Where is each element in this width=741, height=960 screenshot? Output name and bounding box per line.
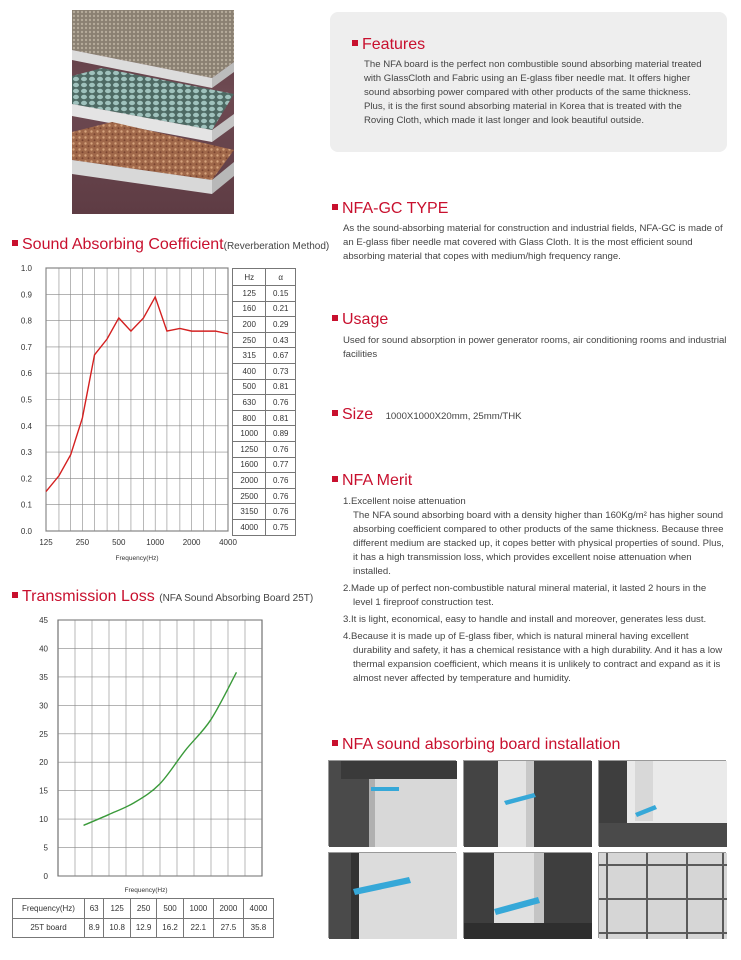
- usage-heading: [332, 311, 388, 329]
- installation-photo-3: [598, 760, 726, 846]
- table-cell: 0.75: [266, 519, 296, 535]
- y-tick-label: 0.5: [20, 395, 32, 405]
- table-row: [233, 473, 296, 489]
- y-tick-label: 0.4: [20, 421, 32, 431]
- x-tick-label: 125: [39, 538, 53, 547]
- installation-photo-2: [463, 760, 591, 846]
- installation-photo-1: [328, 760, 456, 846]
- table-cell: 0.29: [266, 317, 296, 333]
- installation-heading: [332, 736, 620, 754]
- y-tick-label: 0.0: [20, 527, 32, 536]
- sound-absorbing-subtitle: (Reverberation Method): [223, 241, 330, 252]
- table-cell: 0.76: [266, 441, 296, 457]
- table-cell: 4000: [233, 519, 266, 535]
- y-tick-label: 15: [39, 786, 48, 796]
- table-cell: 0.81: [266, 410, 296, 426]
- table-row: [233, 504, 296, 520]
- table-cell: 10.8: [104, 918, 130, 938]
- table-cell: 0.77: [266, 457, 296, 473]
- table-row: [233, 332, 296, 348]
- table-cell: 0.43: [266, 332, 296, 348]
- features-text: The NFA board is the perfect non combustible sound absorbing material treated with GlassCloth and Fabric using an E-glass fiber needle mat. It offers higher sound absorbing power compared with other products of the same thickness. Plus, it is the first sound absorbing material in Korea that is treated with the Roving Cloth, which made it last longer and look beautiful outside.: [364, 59, 702, 126]
- table-cell: 4000: [243, 899, 273, 919]
- table-cell: 0.76: [266, 504, 296, 520]
- table-cell: 2000: [213, 899, 243, 919]
- bullet-square-icon: [352, 40, 358, 46]
- table-cell: 0.76: [266, 488, 296, 504]
- y-tick-label: 0.2: [20, 474, 32, 484]
- table-row: [233, 363, 296, 379]
- table-cell: 1600: [233, 457, 266, 473]
- table-cell: 12.9: [130, 918, 156, 938]
- usage-title: Usage: [342, 311, 389, 328]
- nfa-gc-text: As the sound-absorbing material for construction and industrial fields, NFA-GC is made of an E-glass fiber needle mat covered with Glass Cloth. It is the most efficient sound absorbing material that copes with medium/high frequency range.: [343, 223, 723, 262]
- table-cell: 8.9: [85, 918, 104, 938]
- table-cell: 0.76: [266, 473, 296, 489]
- table-cell: 800: [233, 410, 266, 426]
- table-cell: 250: [130, 899, 156, 919]
- table-cell: 63: [85, 899, 104, 919]
- x-tick-label: 250: [75, 538, 90, 547]
- table-cell: 0.73: [266, 363, 296, 379]
- bullet-square-icon: [332, 204, 338, 210]
- usage-text: Used for sound absorption in power generator rooms, air conditioning rooms and industrial facilities: [343, 335, 727, 360]
- y-tick-label: 5: [43, 843, 48, 853]
- size-text: 1000X1000X20mm, 25mm/THK: [385, 411, 522, 422]
- table-row: [13, 899, 274, 919]
- y-tick-label: 0.7: [20, 342, 32, 352]
- y-tick-label: 30: [39, 701, 48, 711]
- table-row: [233, 488, 296, 504]
- table-row: [233, 519, 296, 535]
- table-cell: 630: [233, 395, 266, 411]
- bullet-square-icon: [332, 740, 338, 746]
- y-tick-label: 0.6: [20, 369, 32, 379]
- table-cell: 1000: [233, 426, 266, 442]
- bullet-square-icon: [12, 592, 18, 598]
- bullet-square-icon: [12, 240, 18, 246]
- y-tick-label: 45: [39, 616, 48, 625]
- table-row-header: Frequency(Hz): [13, 899, 85, 919]
- y-tick-label: 25: [39, 729, 48, 739]
- transmission-heading: [12, 588, 313, 606]
- table-cell: 2500: [233, 488, 266, 504]
- merit-list: [343, 495, 728, 689]
- transmission-loss-chart: [0, 610, 275, 896]
- y-tick-label: 40: [39, 644, 48, 654]
- x-tick-label: 1000: [146, 538, 165, 547]
- merit-item: 1.Excellent noise attenuation: [343, 496, 466, 507]
- table-cell: 400: [233, 363, 266, 379]
- y-tick-label: 0.8: [20, 316, 32, 326]
- installation-photo-4: [328, 852, 456, 938]
- nfa-gc-heading: [332, 200, 448, 218]
- table-cell: 16.2: [157, 918, 183, 938]
- table-cell: 125: [104, 899, 130, 919]
- installation-title: NFA sound absorbing board installation: [342, 736, 621, 753]
- table-cell: 500: [157, 899, 183, 919]
- table-cell: 125: [233, 286, 266, 302]
- merit-heading: [332, 472, 412, 490]
- features-heading: [352, 36, 425, 54]
- sound-absorbing-heading: [12, 236, 329, 254]
- x-tick-label: 500: [112, 538, 126, 547]
- sound-absorbing-title: Sound Absorbing Coefficient: [22, 236, 224, 253]
- transmission-subtitle: (NFA Sound Absorbing Board 25T): [159, 593, 314, 604]
- table-cell: 27.5: [213, 918, 243, 938]
- table-row: [233, 457, 296, 473]
- table-row: [233, 379, 296, 395]
- table-cell: 160: [233, 301, 266, 317]
- y-tick-label: 0.3: [20, 448, 32, 458]
- table-cell: 1250: [233, 441, 266, 457]
- table-row: [233, 286, 296, 302]
- x-axis-label: Frequency(Hz): [124, 887, 168, 894]
- table-row: [233, 317, 296, 333]
- table-cell: 0.21: [266, 301, 296, 317]
- table-row-header: 25T board: [13, 918, 85, 938]
- table-cell: 22.1: [183, 918, 213, 938]
- table-cell: 0.76: [266, 395, 296, 411]
- table-cell: 2000: [233, 473, 266, 489]
- x-tick-label: 4000: [219, 538, 237, 547]
- x-tick-label: 2000: [182, 538, 201, 547]
- y-tick-label: 20: [39, 758, 48, 768]
- size-title: Size: [342, 406, 374, 423]
- table-cell: 35.8: [243, 918, 273, 938]
- table-row: [233, 410, 296, 426]
- table-cell: 0.89: [266, 426, 296, 442]
- bullet-square-icon: [332, 476, 338, 482]
- table-cell: 1000: [183, 899, 213, 919]
- installation-photo-6: [598, 852, 726, 938]
- x-axis-label: Frequency(Hz): [115, 555, 159, 562]
- y-tick-label: 0.1: [20, 500, 32, 510]
- table-cell: 200: [233, 317, 266, 333]
- table-header-cell: Hz: [233, 269, 266, 286]
- merit-title: NFA Merit: [342, 472, 413, 489]
- table-cell: 0.81: [266, 379, 296, 395]
- sound-absorbing-chart: [0, 258, 237, 570]
- merit-item: 2.Made up of perfect non-combustible natural mineral material, it lasted 2 hours in the level 1 fireproof construction test.: [343, 583, 707, 608]
- table-row: [233, 301, 296, 317]
- table-cell: 0.15: [266, 286, 296, 302]
- table-row: [233, 426, 296, 442]
- table-row: [233, 348, 296, 364]
- transmission-table: [12, 898, 274, 938]
- features-title: Features: [362, 36, 426, 53]
- size-heading: [332, 406, 522, 424]
- table-cell: 315: [233, 348, 266, 364]
- bullet-square-icon: [332, 410, 338, 416]
- y-tick-label: 35: [39, 672, 48, 682]
- table-cell: 0.67: [266, 348, 296, 364]
- installation-photo-5: [463, 852, 591, 938]
- y-tick-label: 0: [43, 872, 48, 881]
- bullet-square-icon: [332, 315, 338, 321]
- merit-item: 3.It is light, economical, easy to handle and install and moreover, generates less dust.: [343, 614, 707, 625]
- coefficient-table: [232, 268, 296, 536]
- table-row: [233, 395, 296, 411]
- table-row: [233, 441, 296, 457]
- table-header-row: [233, 269, 296, 286]
- y-tick-label: 1.0: [20, 264, 32, 273]
- table-cell: 3150: [233, 504, 266, 520]
- table-row: [13, 918, 274, 938]
- transmission-title: Transmission Loss: [22, 588, 155, 605]
- table-cell: 250: [233, 332, 266, 348]
- table-header-cell: α: [266, 269, 296, 286]
- nfa-gc-title: NFA-GC TYPE: [342, 200, 449, 217]
- y-tick-label: 10: [39, 815, 48, 825]
- y-tick-label: 0.9: [20, 290, 32, 300]
- merit-item: The NFA sound absorbing board with a density higher than 160Kg/m² has higher sound absorbing coefficient compared to other products of the same thickness. Because three different medium are stacked up, it copes better with physical properties of sound. Plus, it has a high transmission loss, which provides excellent noise attenuation when installed.: [353, 510, 724, 577]
- merit-item: 4.Because it is made up of E-glass fiber, which is natural mineral having excellent durability and safety, it has a chemical resistance with a high durability. And it has a low thermal expansion coefficient, which means it is unlikely to contract and expand as it is almost never affected by temperature and humidity.: [343, 631, 723, 684]
- product-layers-image: [72, 10, 234, 214]
- table-cell: 500: [233, 379, 266, 395]
